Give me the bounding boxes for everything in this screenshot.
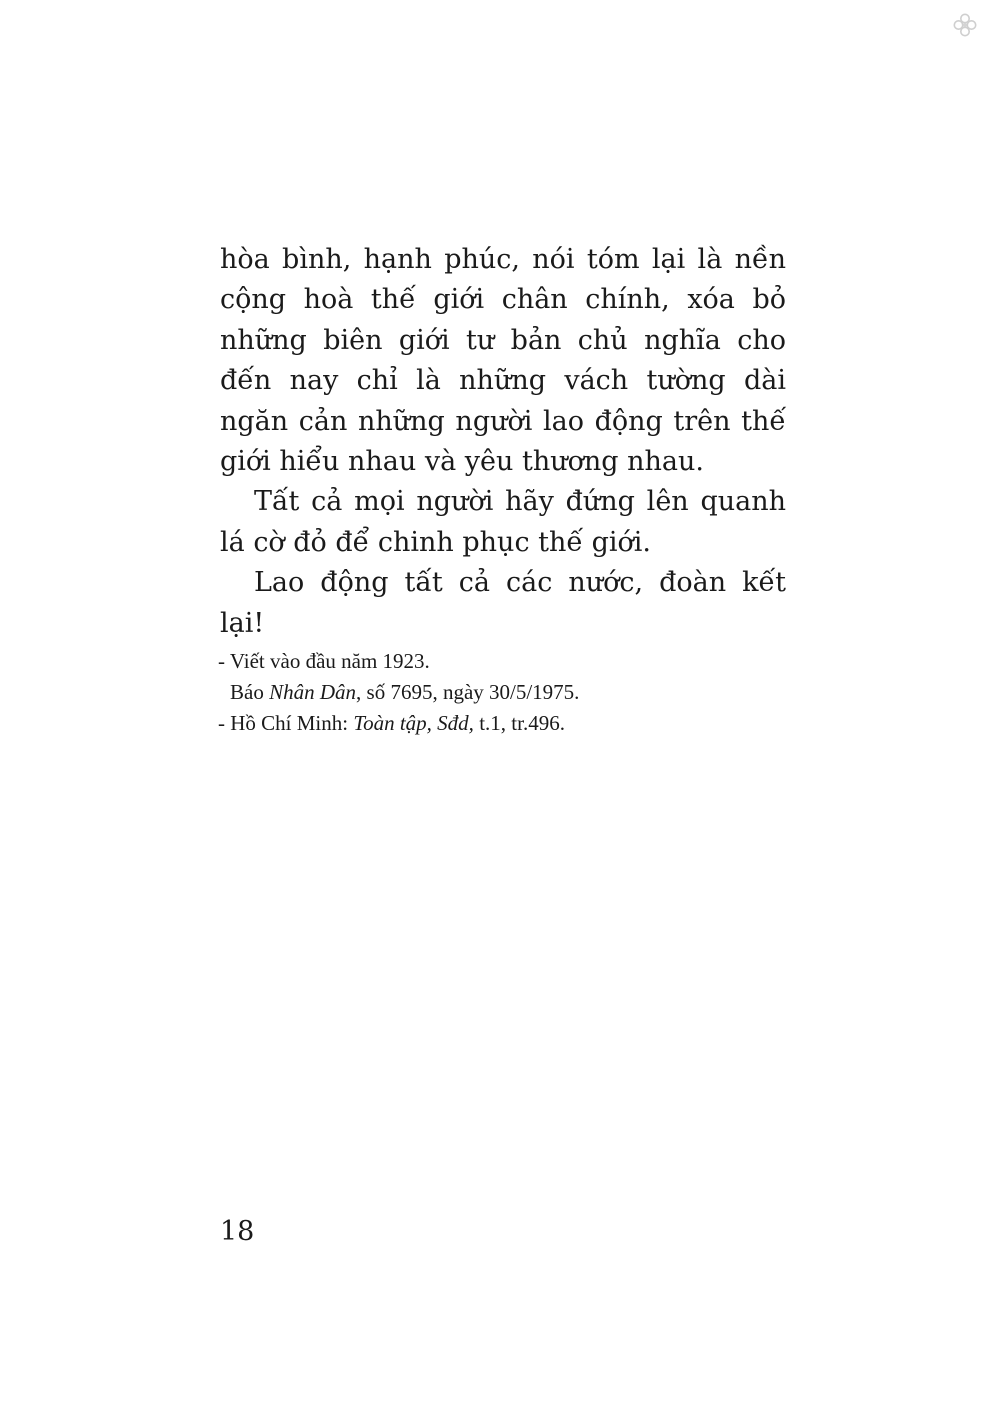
page-number: 18 [220,1216,255,1247]
source-notes [218,646,818,739]
paragraph-continuation: hòa bình, hạnh phúc, nói tóm lại là nền cộng hoà thế giới chân chính, xóa bỏ những biên giới tư bản chủ nghĩa cho đến nay chỉ là những vách tường dài ngăn cản những người lao động trên thế giới hiểu nhau và yêu thương nhau. [220,244,786,478]
note-newspaper-details: , số 7695, ngày 30/5/1975. [356,680,580,704]
flower-ornament-icon [952,12,978,38]
newspaper-title: Nhân Dân [269,680,357,704]
note-newspaper-source [218,677,818,708]
body-text [220,240,786,644]
note-volume-page: t.1, tr.496. [473,711,565,735]
note-author-prefix: - Hồ Chí Minh: [218,711,354,735]
note-written-date: - Viết vào đầu năm 1923. [218,649,430,673]
note-collected-works [218,708,818,739]
note-newspaper-prefix: Báo [230,680,270,704]
collected-works-title: Toàn tập, Sđd, [353,711,474,735]
paragraph-slogan: Lao động tất cả các nước, đoàn kết lại! [220,567,786,639]
paragraph-red-flag: Tất cả mọi người hãy đứng lên quanh lá cờ đỏ để chinh phục thế giới. [220,486,786,558]
